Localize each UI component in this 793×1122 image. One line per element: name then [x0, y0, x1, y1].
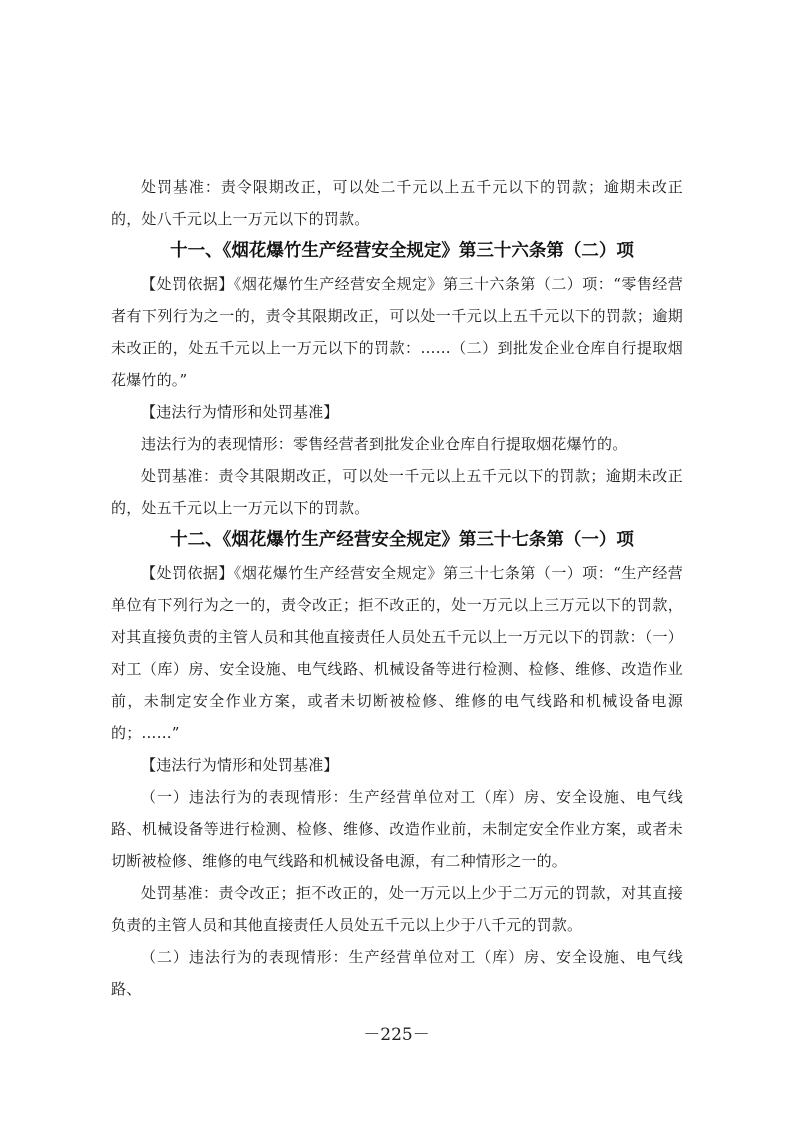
section-heading-twelve: 十二、《烟花爆竹生产经营安全规定》第三十七条第（一）项 [170, 530, 634, 550]
paragraph-violation-description: （二）违法行为的表现情形：生产经营单位对工（库）房、安全设施、电气线路、 [111, 948, 683, 998]
paragraph-violation-description: 违法行为的表现情形：零售经营者到批发企业仓库自行提取烟花爆竹的。 [141, 435, 628, 453]
paragraph-penalty-standard: 处罚基准：责令改正；拒不改正的，处一万元以上少于二万元的罚款，对其直接负责的主管人员和其他直接责任人员处五千元以上少于八千元的罚款。 [111, 884, 683, 934]
paragraph-penalty-basis: 【处罚依据】《烟花爆竹生产经营安全规定》第三十七条第（一）项：“生产经营单位有下列行为之一的，责令改正；拒不改正的，处一万元以上三万元以下的罚款，对其直接负责的主管人员和其他直接责任人员处五千元以上一万元以下的罚款：（一）对工（库）房、安全设施、电气线路、机械设备等进行检测、检修、维修、改造作业前，未制定安全作业方案，或者未切断被检修、维修的电气线路和机械设备电源的；……” [111, 564, 683, 742]
section-heading-eleven: 十一、《烟花爆竹生产经营安全规定》第三十六条第（二）项 [170, 241, 634, 261]
document-body [111, 171, 683, 1005]
page-number: －225－ [363, 1025, 430, 1045]
paragraph-penalty-basis: 【处罚依据】《烟花爆竹生产经营安全规定》第三十六条第（二）项：“零售经营者有下列行为之一的，责令其限期改正，可以处一千元以上五千元以下的罚款；逾期未改正的，处五千元以上一万元以下的罚款：……（二）到批发企业仓库自行提取烟花爆竹的。” [111, 275, 683, 389]
paragraph-violation-description: （一）违法行为的表现情形：生产经营单位对工（库）房、安全设施、电气线路、机械设备等进行检测、检修、维修、改造作业前，未制定安全作业方案，或者未切断被检修、维修的电气线路和机械设备电源，有二种情形之一的。 [111, 788, 683, 870]
paragraph-penalty-standard: 处罚基准：责令其限期改正，可以处一千元以上五千元以下的罚款；逾期未改正的，处五千元以上一万元以下的罚款。 [111, 467, 683, 517]
paragraph-violation-label: 【违法行为情形和处罚基准】 [141, 403, 339, 421]
paragraph-penalty-standard: 处罚基准：责令限期改正，可以处二千元以上五千元以下的罚款；逾期未改正的，处八千元以上一万元以下的罚款。 [111, 178, 683, 228]
paragraph-violation-label: 【违法行为情形和处罚基准】 [141, 756, 339, 774]
